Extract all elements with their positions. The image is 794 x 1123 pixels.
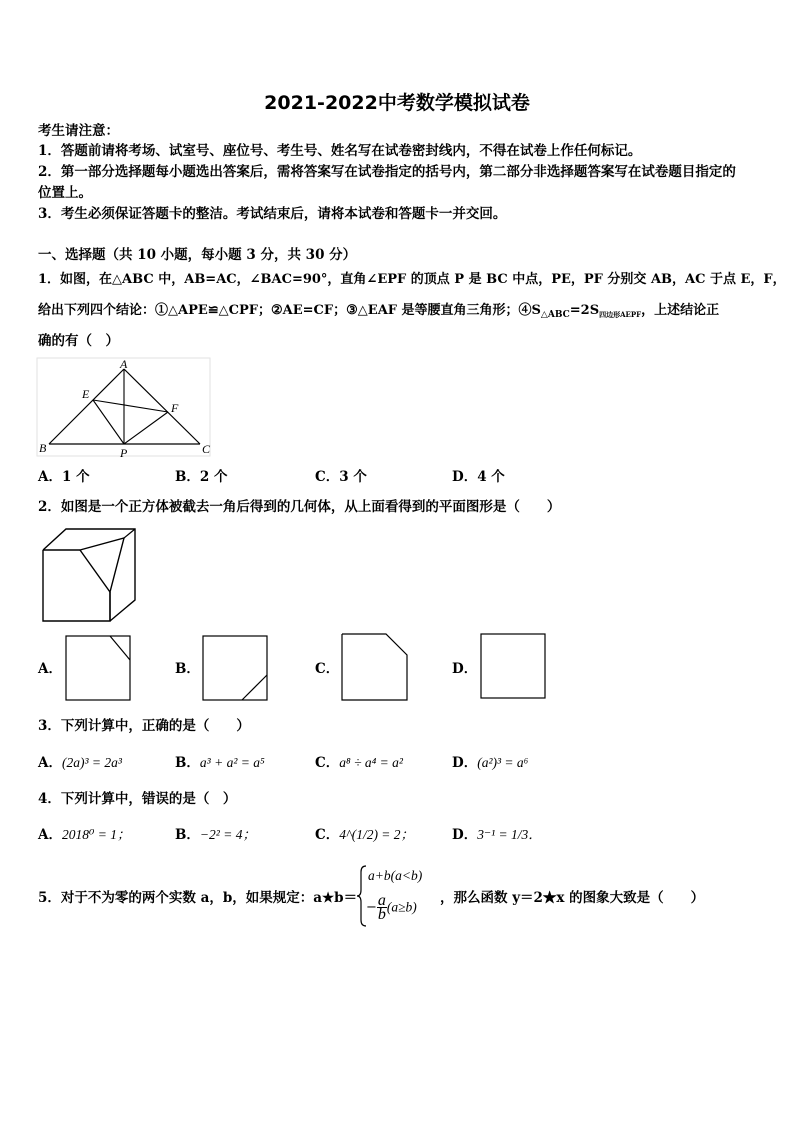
q1-triangle-figure: [36, 357, 216, 462]
page-title: 2021-2022中考数学模拟试卷: [264, 92, 530, 114]
notice-heading: 考生请注意：: [38, 123, 119, 139]
q2-option-b-label[interactable]: B．: [175, 661, 200, 677]
section-heading: 一、选择题（共 10 小题，每小题 3 分，共 30 分）: [38, 247, 357, 263]
q4-option-d-label: D．: [452, 827, 478, 843]
q2-option-a-label[interactable]: A．: [38, 661, 62, 677]
q4-option-c[interactable]: [315, 825, 414, 845]
q5-stem-b: ，那么函数 y＝2★x 的图象大致是（ ）: [440, 890, 705, 906]
q4-option-b[interactable]: [175, 825, 256, 845]
q4-option-b-label: B．: [175, 827, 200, 843]
vertex-label-p: P: [120, 446, 128, 460]
q3-option-c-label: C．: [315, 755, 340, 771]
notice-item-3: 3．考生必须保证答题卡的整洁。考试结束后，请将本试卷和答题卡一并交回。: [38, 206, 507, 222]
vertex-label-e: E: [82, 387, 90, 401]
q2-option-b-figure[interactable]: [202, 635, 269, 702]
q4-option-c-label: C．: [315, 827, 340, 843]
vertex-label-f: F: [171, 401, 179, 415]
q5-fraction: $\frac{a}{b}$: [377, 892, 386, 923]
q3-option-c[interactable]: [315, 753, 403, 773]
q2-stem: 2．如图是一个正方体被截去一角后得到的几何体，从上面看得到的平面图形是（ ）: [38, 499, 561, 515]
q3-option-d-expr: (a²)³ = a⁶: [477, 755, 529, 770]
q4-option-c-expr: 4^(1/2) = 2；: [339, 827, 415, 842]
q5-stem-a: 5．对于不为零的两个实数 a，b，如果规定：a★b＝: [38, 890, 358, 906]
q3-option-a[interactable]: [38, 753, 122, 773]
q2-option-d-label[interactable]: D．: [452, 661, 478, 677]
q3-option-c-expr: a⁸ ÷ a⁴ = a²: [339, 755, 403, 770]
q1-line2: [38, 301, 719, 325]
notice-item-2: 2．第一部分选择题每小题选出答案后，需将答案写在试卷指定的括号内，第二部分非选择题答案写在试卷题目指定的: [38, 164, 736, 180]
vertex-label-a: A: [120, 357, 128, 371]
vertex-label-c: C: [202, 442, 211, 456]
q3-option-a-label: A．: [38, 755, 62, 771]
q3-stem: 3．下列计算中，正确的是（ ）: [38, 718, 250, 734]
q4-option-a-expr: 2018⁰ = 1；: [61, 827, 131, 842]
q1-option-c[interactable]: C．3 个: [315, 469, 367, 485]
q3-option-b-expr: a³ + a² = a⁵: [199, 755, 265, 770]
q1-line1: 1．如图，在△ABC 中，AB=AC，∠BAC=90°，直角∠EPF 的顶点 P 是 BC 中点，PE，PF 分别交 AB，AC 于点 E，F，: [38, 272, 786, 287]
q1-line2-text-a: 给出下列四个结论：①△APE≌△CPF；②AE=CF；③△EAF 是等腰直角三角形；④S: [38, 303, 541, 318]
q1-sub-aepf: 四边形AEPF: [599, 310, 642, 319]
vertex-label-b: B: [39, 441, 47, 455]
q1-line2-text-c: ，上述结论正: [641, 303, 720, 318]
q4-stem: 4．下列计算中，错误的是（ ）: [38, 791, 237, 807]
q2-option-c-label[interactable]: C．: [315, 661, 340, 677]
q1-sub-abc: △ABC: [540, 310, 570, 320]
q2-cube-figure: [40, 526, 140, 626]
q1-option-b[interactable]: B．2 个: [175, 469, 228, 485]
q5-case-2: − $\frac{a}{b}$ (a≥b): [366, 892, 417, 923]
q1-line3: 确的有（ ）: [38, 333, 119, 349]
q4-option-a-label: A．: [38, 827, 62, 843]
q2-option-c-figure[interactable]: [341, 633, 409, 702]
q1-option-a[interactable]: A．1 个: [38, 469, 90, 485]
q1-option-d[interactable]: D．4 个: [452, 469, 505, 485]
q4-option-a[interactable]: [38, 825, 131, 845]
q3-option-b-label: B．: [175, 755, 200, 771]
q3-option-b[interactable]: [175, 753, 265, 773]
q3-option-d-label: D．: [452, 755, 478, 771]
q3-option-a-expr: (2a)³ = 2a³: [61, 755, 122, 770]
q2-option-d-figure[interactable]: [480, 633, 547, 700]
q4-option-d-expr: 3⁻¹ = 1/3．: [477, 827, 542, 842]
notice-item-2-cont: 位置上。: [38, 185, 92, 201]
q2-option-a-figure[interactable]: [65, 635, 132, 702]
q4-option-b-expr: −2² = 4；: [199, 827, 256, 842]
notice-item-1: 1．答题前请将考场、试室号、座位号、考生号、姓名写在试卷密封线内，不得在试卷上作任何标记。: [38, 143, 642, 159]
q5-case-1: a+b(a<b): [368, 868, 423, 883]
q3-option-d[interactable]: [452, 753, 528, 773]
q1-line2-text-b: =2S: [569, 303, 600, 318]
q4-option-d[interactable]: [452, 825, 542, 845]
q5-case-2-condition: (a≥b): [386, 899, 417, 915]
